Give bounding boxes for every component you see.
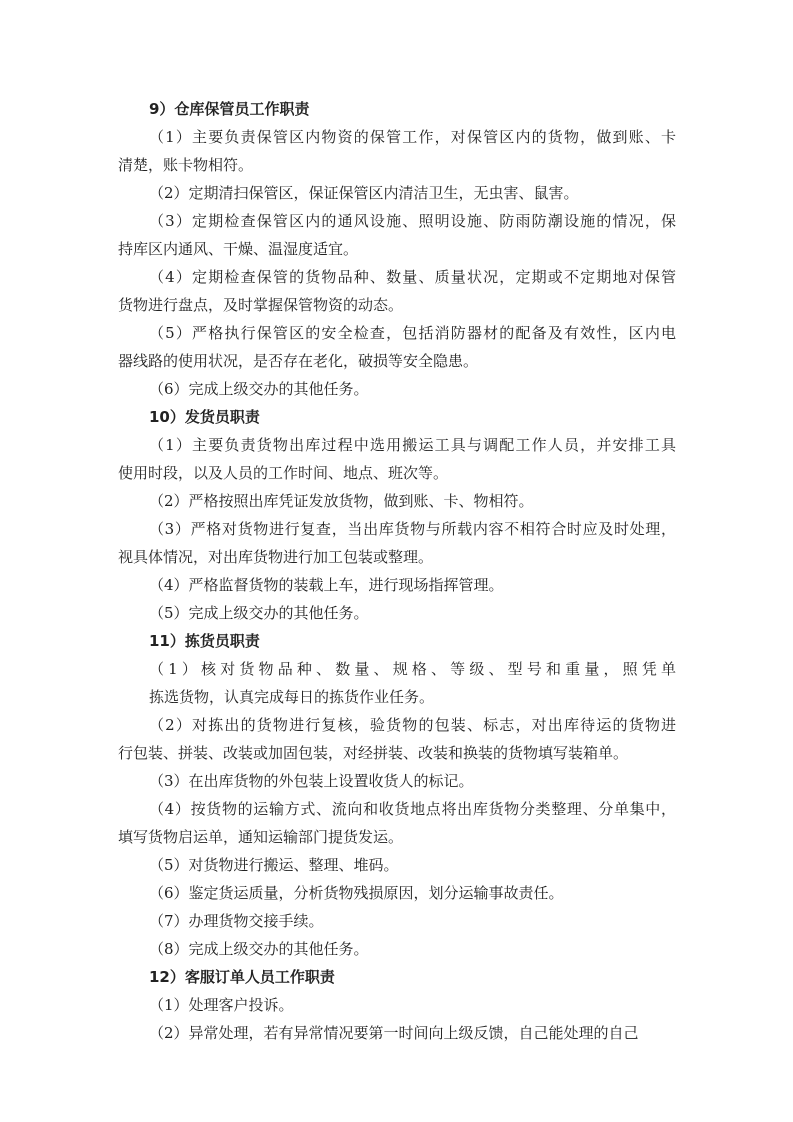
duty-item bbox=[118, 935, 676, 963]
section-heading: 11）拣货员职责 bbox=[149, 632, 260, 650]
duty-item bbox=[118, 795, 676, 851]
duty-line: （2）定期清扫保管区，保证保管区内清洁卫生，无虫害、鼠害。 bbox=[149, 184, 579, 202]
duty-item bbox=[118, 1019, 676, 1047]
duty-line: （2）对拣出的货物进行复核，验货物的包装、标志，对出库待运的货物进 bbox=[149, 716, 676, 734]
duty-line: （3）定期检查保管区内的通风设施、照明设施、防雨防潮设施的情况，保 bbox=[149, 212, 676, 230]
duty-item bbox=[118, 879, 676, 907]
duty-line: （1）主要负责保管区内物资的保管工作，对保管区内的货物，做到账、卡 bbox=[149, 128, 676, 146]
duty-item bbox=[118, 515, 676, 571]
duty-item bbox=[118, 263, 676, 319]
duty-line: （2）严格按照出库凭证发放货物，做到账、卡、物相符。 bbox=[149, 492, 534, 510]
duty-line: 使用时段，以及人员的工作时间、地点、班次等。 bbox=[118, 464, 449, 482]
duty-item bbox=[118, 179, 676, 207]
duty-item bbox=[118, 319, 676, 375]
duty-item bbox=[118, 571, 676, 599]
document-body bbox=[118, 95, 676, 1047]
duty-line: （5）完成上级交办的其他任务。 bbox=[149, 604, 369, 622]
duty-item bbox=[118, 487, 676, 515]
duty-line: 填写货物启运单，通知运输部门提货发运。 bbox=[118, 828, 404, 846]
duty-line: （4）严格监督货物的装载上车，进行现场指挥管理。 bbox=[149, 576, 504, 594]
duty-line: （1）主要负责货物出库过程中选用搬运工具与调配工作人员，并安排工具 bbox=[149, 436, 676, 454]
duty-line: （4）按货物的运输方式、流向和收货地点将出库货物分类整理、分单集中， bbox=[149, 800, 676, 818]
duty-line: 视具体情况，对出库货物进行加工包装或整理。 bbox=[118, 548, 434, 566]
duty-item bbox=[118, 991, 676, 1019]
duty-line: （2）异常处理，若有异常情况要第一时间向上级反馈，自己能处理的自己 bbox=[149, 1024, 639, 1042]
duty-item bbox=[118, 207, 676, 263]
section-heading: 12）客服订单人员工作职责 bbox=[149, 968, 335, 986]
duty-line: （7）办理货物交接手续。 bbox=[149, 912, 324, 930]
duty-item bbox=[118, 123, 676, 179]
duty-item bbox=[118, 655, 676, 711]
duty-line: 清楚，账卡物相符。 bbox=[118, 156, 254, 174]
duty-item bbox=[118, 767, 676, 795]
duty-line: （3）严格对货物进行复查，当出库货物与所载内容不相符合时应及时处理， bbox=[149, 520, 676, 538]
duty-line: （6）完成上级交办的其他任务。 bbox=[149, 380, 369, 398]
duty-item bbox=[118, 599, 676, 627]
duty-line: （4）定期检查保管的货物品种、数量、质量状况，定期或不定期地对保管 bbox=[149, 268, 676, 286]
duty-item bbox=[118, 851, 676, 879]
duty-line: 持库区内通风、干燥、温湿度适宜。 bbox=[118, 240, 359, 258]
duty-line: 器线路的使用状况，是否存在老化，破损等安全隐患。 bbox=[118, 352, 479, 370]
duty-line: （8）完成上级交办的其他任务。 bbox=[149, 940, 369, 958]
duty-item bbox=[118, 907, 676, 935]
duty-line: （3）在出库货物的外包装上设置收货人的标记。 bbox=[149, 772, 474, 790]
duty-item bbox=[118, 431, 676, 487]
duty-line: 货物进行盘点，及时掌握保管物资的动态。 bbox=[118, 296, 404, 314]
duty-line: （1）核对货物品种、数量、规格、等级、型号和重量，照凭单 bbox=[149, 660, 676, 678]
duty-line: （6）鉴定货运质量，分析货物残损原因，划分运输事故责任。 bbox=[149, 884, 564, 902]
duty-line: （5）严格执行保管区的安全检查，包括消防器材的配备及有效性，区内电 bbox=[149, 324, 676, 342]
duty-line: （5）对货物进行搬运、整理、堆码。 bbox=[149, 856, 399, 874]
duty-item bbox=[118, 711, 676, 767]
duty-line: 拣选货物，认真完成每日的拣货作业任务。 bbox=[149, 688, 435, 706]
duty-line: （1）处理客户投诉。 bbox=[149, 996, 294, 1014]
duty-item bbox=[118, 375, 676, 403]
section-heading: 10）发货员职责 bbox=[149, 408, 260, 426]
section-heading: 9）仓库保管员工作职责 bbox=[149, 100, 310, 118]
duty-line: 行包装、拼装、改装或加固包装，对经拼装、改装和换装的货物填写装箱单。 bbox=[118, 744, 629, 762]
